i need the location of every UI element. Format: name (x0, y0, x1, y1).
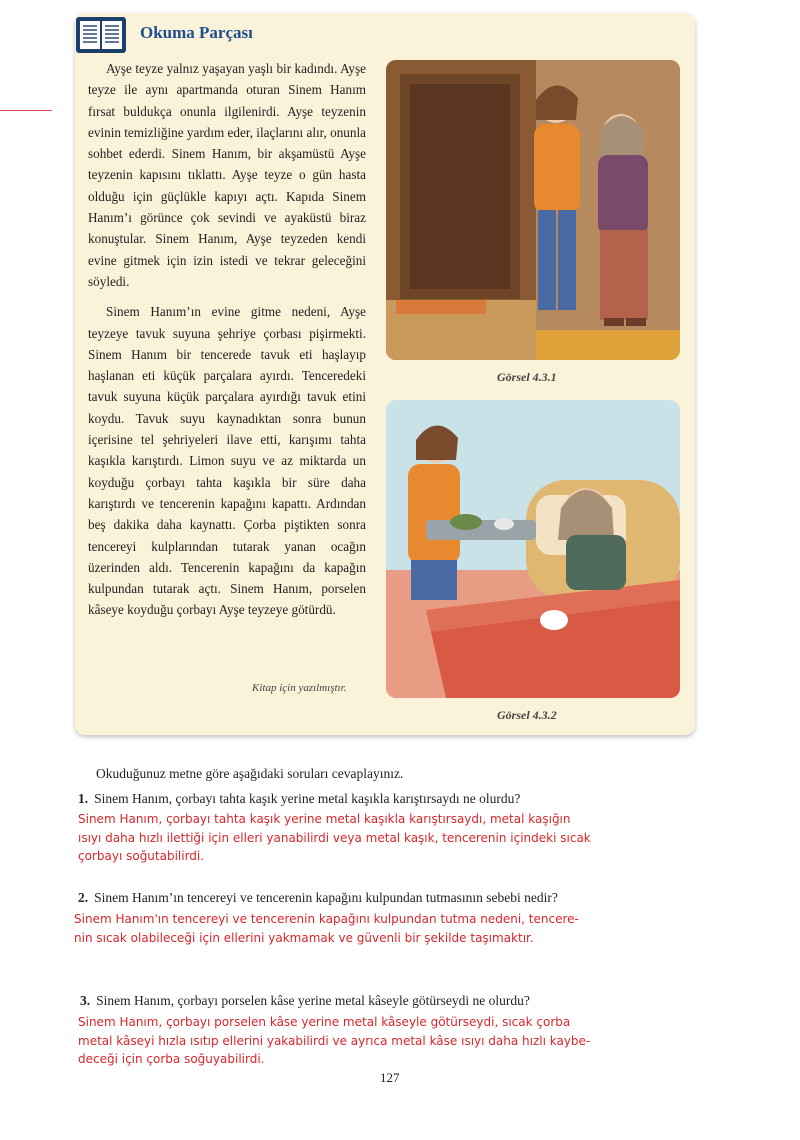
answer-line: çorbayı soğutabilirdi. (78, 849, 205, 863)
answer-line: metal kâseyi hızla ısıtıp ellerini yakabilirdi ve ayrıca metal kâse ısıyı daha hızlı kaybe- (78, 1033, 591, 1048)
question-number: 3. (80, 993, 91, 1008)
question-1 (78, 791, 520, 807)
caption-figure-1: Görsel 4.3.1 (497, 370, 557, 384)
illustration-doorway (386, 60, 680, 360)
answer-1 (78, 810, 591, 866)
margin-rule (0, 110, 52, 111)
answer-2 (74, 910, 579, 947)
story-paragraph-2: Sinem Hanım’ın evine gitme nedeni, Ayşe teyzeye tavuk suyuna şehriye çorbası pişirmekti. Sinem Hanım bir tencerede tavuk eti haşlayıp haşlanan eti küçük parçalara ayırdı. Tenceredeki tavuk suyuna küçük parçalara ayırdığı tavuk etini koydu. Tavuk suyu kaynadıktan sonra bunun içerisine tel şehriyeleri ilave etti, karışımı tahta kaşıkla karıştırdı. Limon suyu ve az miktarda un koyduğu çorbayı tahta kaşıkla bir süre daha karıştırdı ve tencerenin kapağını kapattı. Ardından beş dakika daha kaynattı. Çorba piştikten sonra tencereyi kulplarından tutarak yanan ocağın üzerinden aldı. Tencerenin kapağını da kapağın kulpundan tutarak açtı. Sinem Hanım, porselen kâseye koyduğu çorbayı Ayşe teyzeye götürdü. (88, 304, 366, 618)
answer-line: nin sıcak olabileceği için ellerini yakmamak ve güvenli bir şekilde taşımaktır. (74, 930, 534, 945)
story-paragraph-1: Ayşe teyze yalnız yaşayan yaşlı bir kadındı. Ayşe teyze ile aynı apartmanda oturan Sinem Hanım fırsat buldukça onunla ilgilenirdi. Ayşe teyzenin evinin temizliğine yardım eder, ilaçlarını alır, onunla sohbet ederdi. Sinem Hanım, bir akşamüstü Ayşe teyzenin kapısını tıklattı. Ayşe teyze o gün hasta olduğu için güçlükle kapıyı açtı. Kapıda Sinem Hanım’ı görünce çok sevindi ve ayaküstü biraz konuştular. Sinem Hanım, Ayşe teyzeden kendi evine gitmek için izin istedi ve tekrar geleceğini söyledi. (88, 61, 366, 289)
instruction-text: Okuduğunuz metne göre aşağıdaki soruları cevaplayınız. (96, 766, 404, 781)
answer-line: Sinem Hanım, çorbayı porselen kâse yerine metal kâseyle götürseydi, sıcak çorba (78, 1015, 571, 1029)
answer-3 (78, 1013, 590, 1069)
caption-figure-2: Görsel 4.3.2 (497, 708, 557, 722)
question-text: Sinem Hanım, çorbayı porselen kâse yerine metal kâseyle götürseydi ne olurdu? (96, 993, 530, 1008)
question-3 (80, 993, 530, 1009)
question-text: Sinem Hanım, çorbayı tahta kaşık yerine metal kaşıkla karıştırsaydı ne olurdu? (94, 791, 521, 806)
question-number: 2. (78, 890, 89, 905)
answer-line: Sinem Hanım, çorbayı tahta kaşık yerine metal kaşıkla karıştırsaydı, metal kaşığın (78, 812, 571, 826)
question-number: 1. (78, 791, 89, 806)
answer-line: ısıyı daha hızlı ilettiği için elleri yanabilirdi veya metal kaşık, tencerenin içindeki sıcak (78, 830, 591, 845)
open-book-icon (75, 16, 127, 54)
illustration-bedroom (386, 400, 680, 698)
question-2 (78, 890, 558, 906)
reading-title: Okuma Parçası (140, 23, 253, 42)
credit-note: Kitap için yazılmıştır. (252, 682, 347, 694)
story-text (88, 58, 366, 630)
answer-line: Sinem Hanım'ın tencereyi ve tencerenin kapağını kulpundan tutma nedeni, tencere- (74, 912, 579, 926)
answer-line: deceği için çorba soğuyabilirdi. (78, 1052, 265, 1066)
question-text: Sinem Hanım’ın tencereyi ve tencerenin kapağını kulpundan tutmasının sebebi nedir? (94, 890, 558, 905)
page-number: 127 (380, 1070, 400, 1085)
